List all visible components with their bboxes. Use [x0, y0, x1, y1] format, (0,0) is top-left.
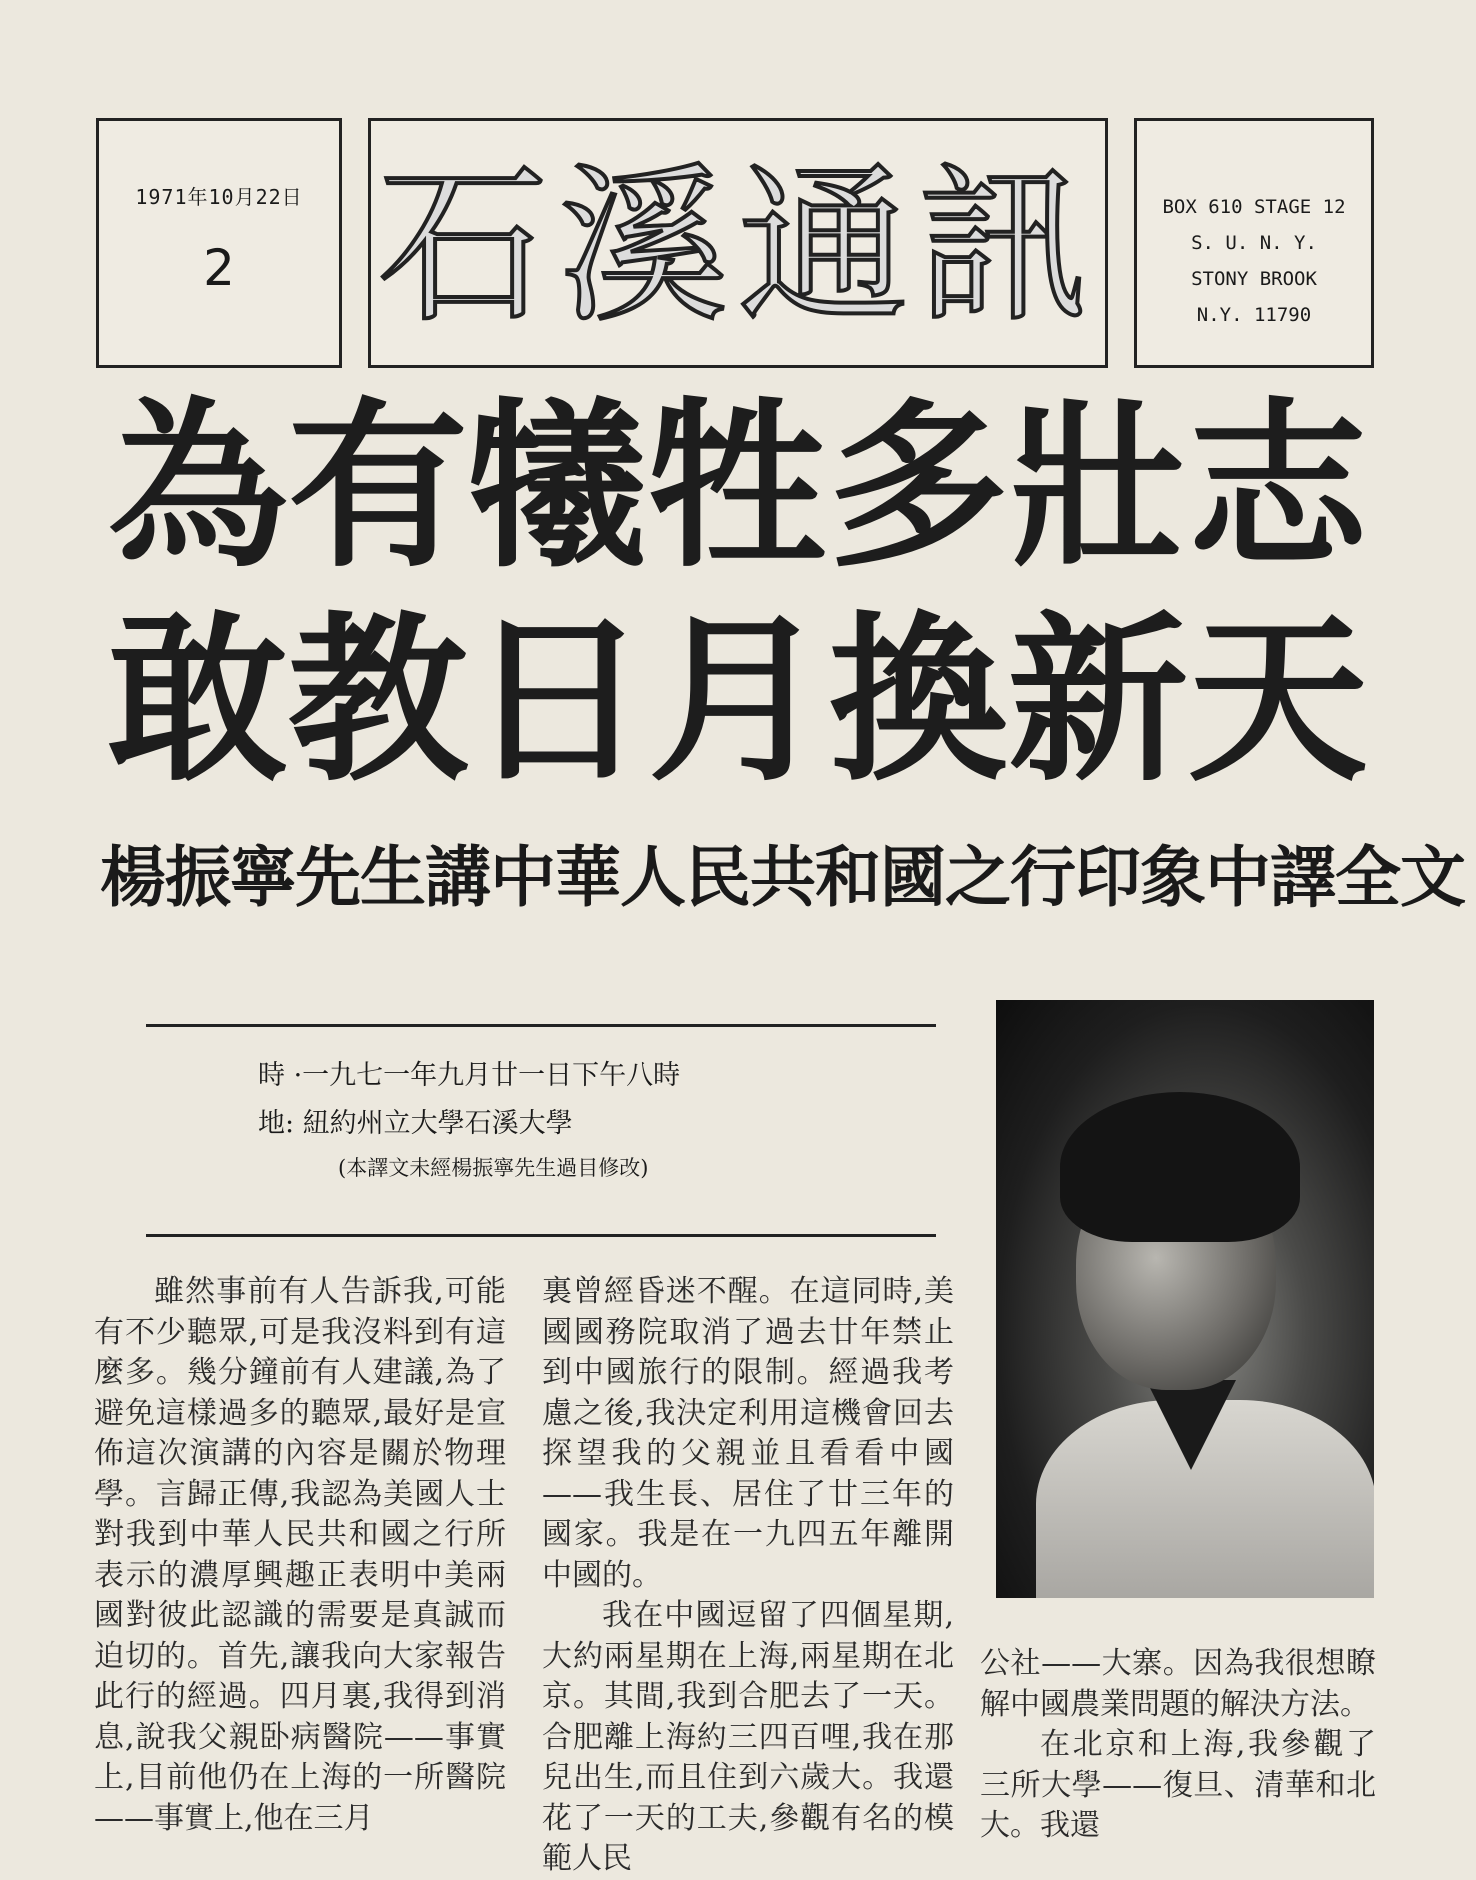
paragraph: 公社——大寨。因為我很想瞭解中國農業問題的解決方法。 [980, 1646, 1376, 1722]
headline-line-1: 為有犧牲多壯志 [107, 383, 1368, 592]
portrait-photo [996, 1000, 1374, 1598]
divider [146, 1234, 936, 1237]
article-column-1 [94, 1272, 506, 1839]
masthead-box [368, 118, 1108, 368]
headline-line-2: 敢教日月換新天 [107, 597, 1368, 806]
divider [146, 1024, 936, 1027]
issue-number: 2 [203, 239, 235, 297]
article-column-3 [980, 1644, 1376, 1847]
address-line: N.Y. 11790 [1196, 304, 1312, 326]
paragraph: 雖然事前有人告訴我,可能有不少聽眾,可是我沒料到有這麼多。幾分鐘前有人建議,為了避免這樣過多的聽眾,最好是宣佈這次演講的內容是關於物理學。言歸正傳,我認為美國人士對我到中華人民共和國之行所表示的濃厚興趣正表明中美兩國對彼此認識的需要是真誠而迫切的。首先,讓我向大家報告此行的經過。四月裏,我得到消息,說我父親卧病醫院——事實上,目前他仍在上海的一所醫院——事實上,他在三月 [94, 1274, 506, 1836]
subheadline: 楊振寧先生講中華人民共和國之行印象中譯全文 [100, 839, 1465, 916]
event-time: 時 ·一九七一年九月廿一日下午八時 [258, 1060, 681, 1091]
photo-hair [1060, 1092, 1300, 1242]
paragraph: 我在中國逗留了四個星期,大約兩星期在上海,兩星期在北京。其間,我到合肥去了一天。合肥離上海約三四百哩,我在那兒出生,而且住到六歲大。我還花了一天的工夫,參觀有名的模範人民 [542, 1598, 954, 1876]
event-place: 地: 紐約州立大學石溪大學 [258, 1108, 573, 1139]
paragraph: 裏曾經昏迷不醒。在這同時,美國國務院取消了過去廿年禁止到中國旅行的限制。經過我考慮之後,我決定利用這機會回去探望我的父親並且看看中國——我生長、居住了廿三年的國家。我是在一九四五年離開中國的。 [542, 1274, 954, 1593]
translation-note: (本譯文未經楊振寧先生過目修改) [338, 1156, 649, 1180]
mailing-address [1137, 189, 1371, 333]
address-line: BOX 610 STAGE 12 [1162, 196, 1346, 218]
article-column-2 [542, 1272, 954, 1880]
address-line: STONY BROOK [1191, 268, 1317, 290]
paragraph: 在北京和上海,我參觀了三所大學——復旦、清華和北大。我還 [980, 1727, 1376, 1843]
newspaper-title: 石溪通訊 [377, 148, 1098, 346]
issue-date: 1971年10月22日 [135, 185, 303, 209]
address-box [1134, 118, 1374, 368]
date-issue-box [96, 118, 342, 368]
event-details [258, 1052, 898, 1188]
address-line: S. U. N. Y. [1191, 232, 1317, 254]
